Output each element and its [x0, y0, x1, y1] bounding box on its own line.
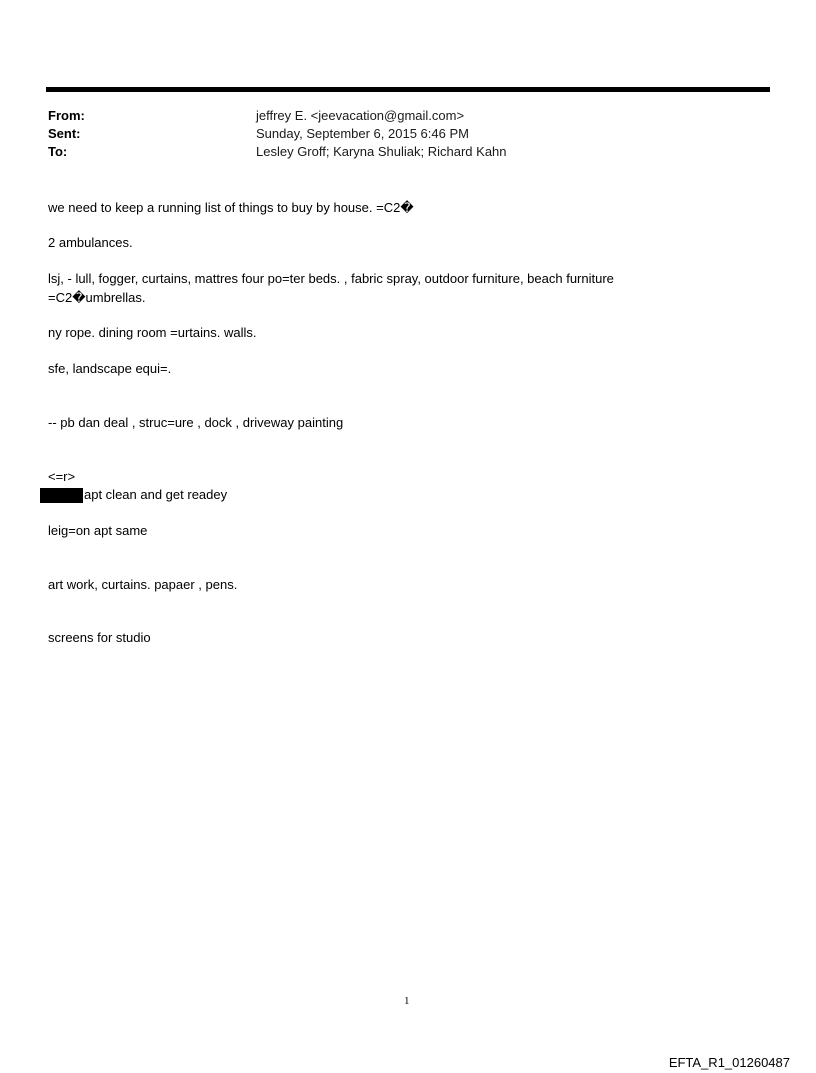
to-label: To: — [48, 144, 68, 159]
body-line: apt clean and get readey — [84, 487, 228, 502]
body-line: sfe, landscape equi=. — [48, 361, 172, 376]
body-line: we need to keep a running list of things to buy by house. =C2� — [48, 200, 414, 215]
body-line: =C2�umbrellas. — [48, 290, 146, 305]
sent-label: Sent: — [48, 126, 81, 141]
body-line: art work, curtains. papaer , pens. — [48, 577, 238, 592]
bates-number: EFTA_R1_01260487 — [668, 1055, 790, 1070]
to-value: Lesley Groff; Karyna Shuliak; Richard Kahn — [256, 144, 507, 159]
header-divider-rule — [46, 87, 770, 92]
body-line: <=r> — [48, 469, 76, 484]
body-line: lsj, - lull, fogger, curtains, mattres four po=ter beds. , fabric spray, outdoor furniture, beach furniture — [48, 271, 614, 286]
body-line: 2 ambulances. — [48, 235, 133, 250]
body-line: leig=on apt same — [48, 523, 148, 538]
redaction-box — [40, 488, 83, 503]
body-line: screens for studio — [48, 630, 151, 645]
body-line: -- pb dan deal , struc=ure , dock , driveway painting — [48, 415, 344, 430]
page-number: 1 — [404, 995, 410, 1007]
from-label: From: — [48, 108, 85, 123]
sent-value: Sunday, September 6, 2015 6:46 PM — [256, 126, 469, 141]
from-value: jeffrey E. <jeevacation@gmail.com> — [256, 108, 465, 123]
body-line: ny rope. dining room =urtains. walls. — [48, 325, 257, 340]
